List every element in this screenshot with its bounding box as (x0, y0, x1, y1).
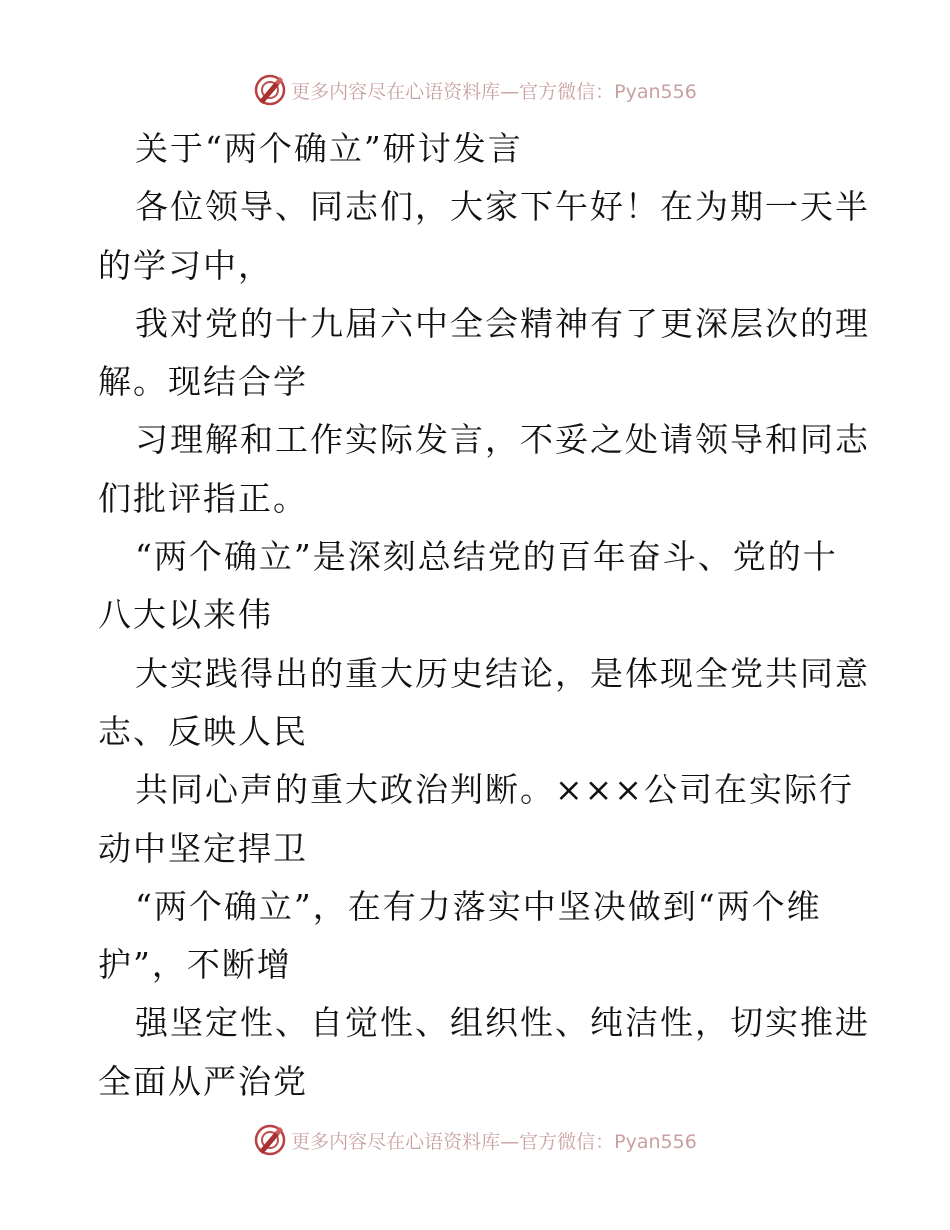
document-line: 解。现结合学 (98, 362, 308, 402)
document-line: “两个确立”，在有力落实中坚决做到“两个维 (135, 886, 822, 926)
document-line: 强坚定性、自觉性、组织性、纯洁性，切实推进 (135, 1003, 870, 1043)
footer-banner (0, 1120, 950, 1160)
document-line: 八大以来伟 (98, 595, 273, 635)
document-line: 关于“两个确立”研讨发言 (135, 129, 523, 168)
document-line: 我对党的十九届六中全会精神有了更深层次的理 (135, 303, 870, 343)
document-line: 们批评指正。 (98, 478, 308, 518)
footer-banner-text: 更多内容尽在心语资料库—官方微信：Pyan556 (291, 1130, 697, 1153)
document-line: 共同心声的重大政治判断。×××公司在实际行 (135, 770, 854, 810)
header-banner (0, 70, 950, 110)
document-line: 护”，不断增 (98, 945, 292, 985)
document-line: “两个确立”是深刻总结党的百年奋斗、党的十 (135, 537, 838, 577)
document-line: 各位领导、同志们，大家下午好！在为期一天半 (135, 187, 870, 227)
header-banner-text: 更多内容尽在心语资料库—官方微信：Pyan556 (291, 80, 697, 103)
document-line: 全面从严治党 (98, 1061, 308, 1101)
document-line: 大实践得出的重大历史结论，是体现全党共同意 (135, 653, 870, 693)
pen-logo-icon (253, 1123, 287, 1157)
document-line: 志、反映人民 (98, 711, 308, 751)
document-line: 动中坚定捍卫 (98, 828, 308, 868)
document-line: 习理解和工作实际发言，不妥之处请领导和同志 (135, 420, 870, 460)
document-line: 的学习中， (98, 245, 273, 285)
pen-logo-icon (253, 73, 287, 107)
document-body (98, 120, 870, 1111)
